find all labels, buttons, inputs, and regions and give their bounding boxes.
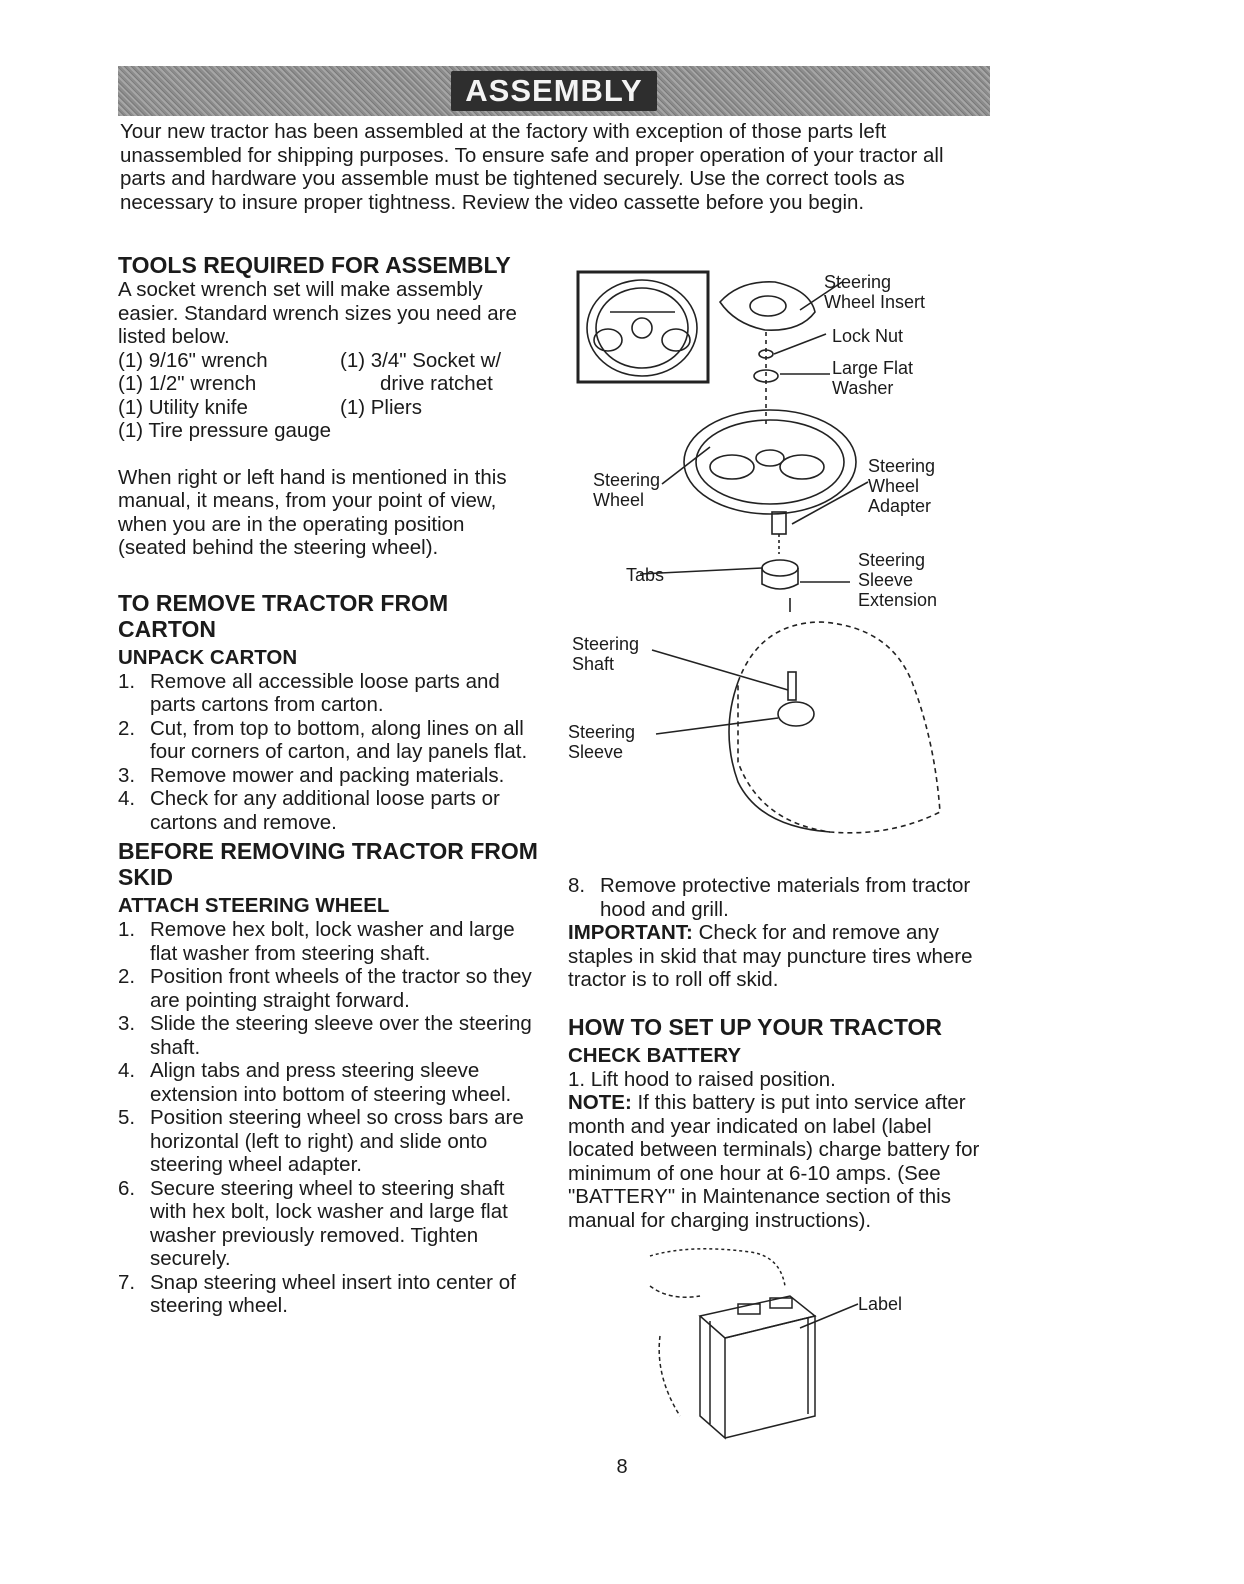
- label-battery-label: Label: [858, 1294, 903, 1314]
- battery-note: NOTE: If this battery is put into service after month and year indicated on label (label located between terminals) charge battery for minimum of one hour at 6-10 amps. (See "BATTERY" in Maintenance section of this manual for charging instructions).: [568, 1091, 980, 1232]
- label-lock-nut: Lock Nut: [832, 326, 904, 346]
- label-large-flat-washer: Large Flat Washer: [832, 358, 914, 398]
- step-8: [568, 874, 988, 921]
- tool-item: drive ratchet: [380, 372, 493, 395]
- list-item: 4. Check for any additional loose parts or cartons and remove.: [118, 787, 500, 834]
- unpack-subheading: UNPACK CARTON: [118, 645, 298, 669]
- label-steering-sleeve: Steering Sleeve: [568, 722, 636, 762]
- list-item: 8. Remove protective materials from tractor hood and grill.: [568, 874, 971, 921]
- tools-list: [118, 349, 538, 443]
- list-item: 7. Snap steering wheel insert into center of steering wheel.: [118, 1270, 516, 1317]
- list-item: 5. Position steering wheel so cross bars are horizontal (left to right) and slide onto steering wheel adapter.: [118, 1106, 524, 1176]
- battery-step-1: 1. Lift hood to raised position.: [568, 1067, 836, 1091]
- hand-note: When right or left hand is mentioned in this manual, it means, from your point of view, when you are in the operating position (seated behind the steering wheel).: [118, 465, 507, 559]
- list-item: 2. Position front wheels of the tractor so they are pointing straight forward.: [118, 965, 532, 1012]
- right-column: [568, 874, 988, 1232]
- check-battery-subheading: CHECK BATTERY: [568, 1043, 742, 1067]
- page-number: 8: [616, 1456, 628, 1478]
- list-item: 6. Secure steering wheel to steering shaft with hex bolt, lock washer and large flat washer previously removed. Tighten securely.: [118, 1176, 508, 1270]
- list-item: 3. Slide the steering sleeve over the steering shaft.: [118, 1012, 532, 1059]
- unpack-steps: [118, 670, 538, 835]
- label-steering-shaft: Steering Shaft: [572, 634, 640, 674]
- list-item: 1. Remove all accessible loose parts and parts cartons from carton.: [118, 669, 500, 716]
- section-banner: [118, 66, 990, 116]
- tools-heading: TOOLS REQUIRED FOR ASSEMBLY: [118, 252, 511, 278]
- important-note: IMPORTANT: Check for and remove any staples in skid that may puncture tires where tractor is to roll off skid.: [568, 921, 973, 991]
- skid-heading: BEFORE REMOVING TRACTOR FROM SKID: [118, 838, 538, 890]
- label-steering-wheel-adapter: Steering Wheel Adapter: [868, 456, 936, 516]
- left-column: [118, 252, 538, 1318]
- attach-subheading: ATTACH STEERING WHEEL: [118, 894, 390, 917]
- tools-intro: A socket wrench set will make assembly easier. Standard wrench sizes you need are listed below.: [118, 278, 517, 348]
- tool-item: (1) 1/2" wrench: [118, 372, 257, 395]
- list-item: 3. Remove mower and packing materials.: [118, 763, 505, 787]
- section-title: ASSEMBLY: [451, 71, 656, 111]
- label-tabs: Tabs: [626, 565, 665, 585]
- setup-heading: HOW TO SET UP YOUR TRACTOR: [568, 1013, 942, 1040]
- attach-steps: [118, 918, 538, 1318]
- label-steering-sleeve-extension: Steering Sleeve Extension: [858, 550, 938, 610]
- tool-item: (1) 3/4" Socket w/: [340, 348, 502, 372]
- label-steering-wheel: Steering Wheel: [593, 470, 661, 510]
- tool-item: (1) Utility knife: [118, 395, 248, 419]
- intro-paragraph: Your new tractor has been assembled at the factory with exception of those parts left unassembled for shipping purposes. To ensure safe and proper operation of your tractor all parts and hardware you assemble must be tightened securely. Use the correct tools as necessary to insure proper tightness. Review the video cassette before you begin.: [120, 120, 944, 214]
- list-item: 1. Remove hex bolt, lock washer and large flat washer from steering shaft.: [118, 918, 515, 965]
- label-steering-wheel-insert: Steering Wheel Insert: [824, 272, 926, 312]
- tool-item: (1) Pliers: [340, 395, 423, 419]
- tool-item: (1) Tire pressure gauge: [118, 419, 332, 442]
- tool-item: (1) 9/16" wrench: [118, 348, 268, 372]
- battery-figure: [630, 1246, 870, 1442]
- list-item: 2. Cut, from top to bottom, along lines on all four corners of carton, and lay panels flat.: [118, 716, 528, 763]
- list-item: 4. Align tabs and press steering sleeve extension into bottom of steering wheel.: [118, 1059, 512, 1106]
- remove-heading: TO REMOVE TRACTOR FROM CARTON: [118, 589, 449, 642]
